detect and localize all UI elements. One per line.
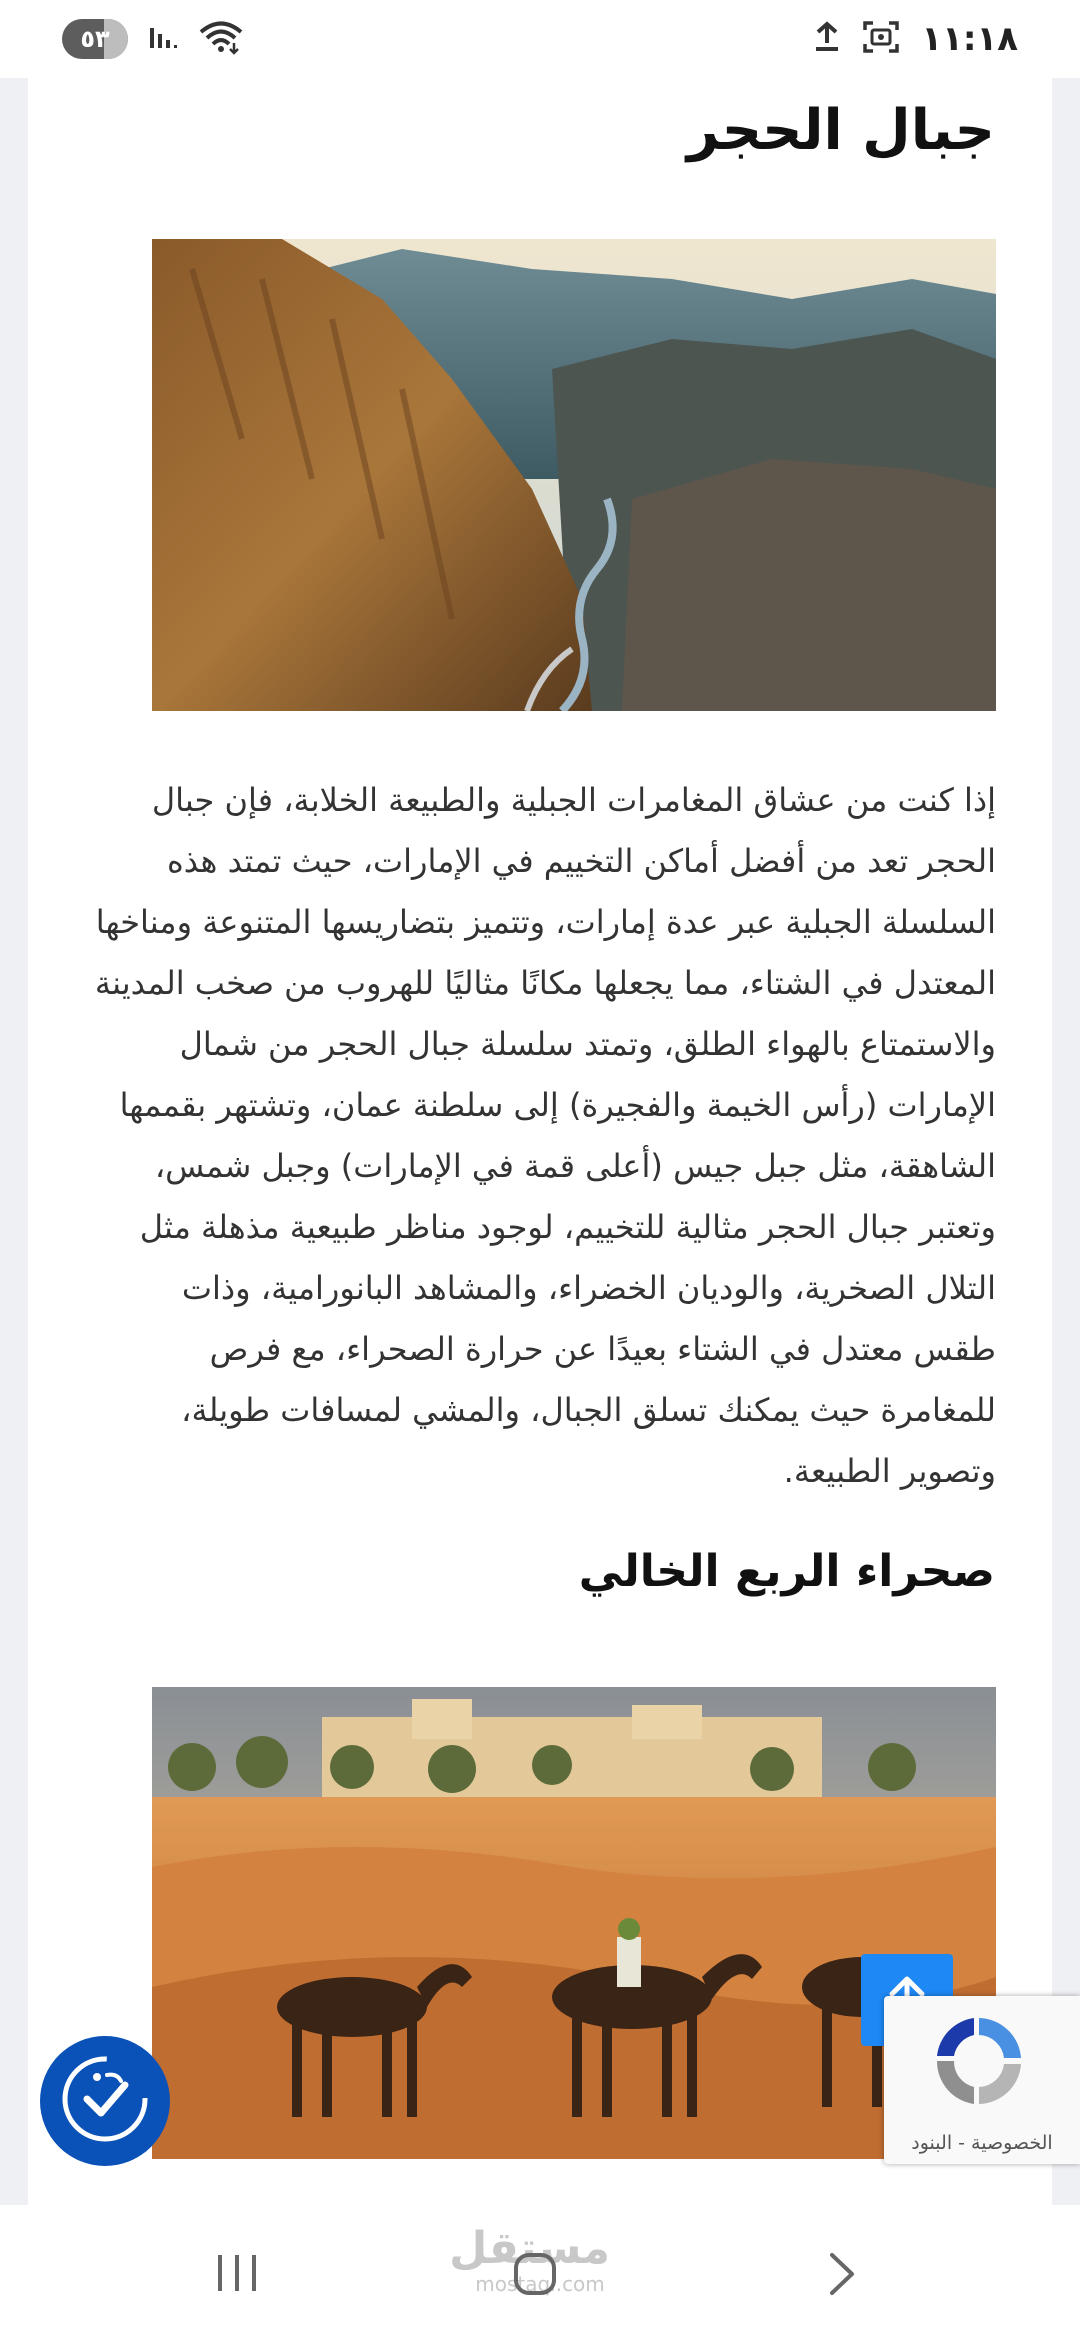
accessibility-button[interactable] xyxy=(40,2036,170,2166)
status-bar xyxy=(0,0,1080,78)
wifi-icon xyxy=(198,19,244,59)
back-chevron-icon[interactable] xyxy=(826,2251,858,2301)
watermark-arabic: مستقل xyxy=(449,2223,610,2274)
accessibility-icon xyxy=(61,2055,149,2147)
recaptcha-badge[interactable] xyxy=(884,1996,1080,2164)
status-bar-left xyxy=(62,19,244,59)
screenshot-icon xyxy=(863,20,899,58)
upload-icon xyxy=(813,21,841,57)
hajar-mountains-photo xyxy=(152,239,996,711)
watermark-english: mostaql.com xyxy=(475,2272,605,2296)
recent-apps-icon[interactable] xyxy=(214,2253,260,2297)
status-clock: ١١:١٨ xyxy=(921,19,1018,59)
section-title-empty-quarter: صحراء الربع الخالي xyxy=(578,1546,995,1597)
system-nav-bar xyxy=(0,2205,1080,2340)
empty-quarter-photo xyxy=(152,1687,996,2159)
section-title-hajar: جبال الحجر xyxy=(686,98,995,163)
article-card xyxy=(28,78,1052,2205)
home-icon[interactable] xyxy=(512,2251,558,2301)
status-bar-right xyxy=(813,19,1018,59)
signal-icon xyxy=(148,22,178,56)
recaptcha-privacy-terms[interactable]: الخصوصية - البنود xyxy=(911,2132,1053,2154)
section-body-hajar: إذا كنت من عشاق المغامرات الجبلية والطبيعة الخلابة، فإن جبال الحجر تعد من أفضل أماكن التخييم في الإمارات، حيث تمتد هذه السلسلة الجبلية عبر عدة إمارات، وتتميز بتضاريسها المتنوعة ومناخها المعتدل في الشتاء، مما يجعلها مكانًا مثاليًا للهروب من صخب المدينة والاستمتاع بالهواء الطلق، وتمتد سلسلة جبال الحجر من شمال الإمارات (رأس الخيمة والفجيرة) إلى سلطنة عمان، وتشتهر بقممها الشاهقة، مثل جبل جيس (أعلى قمة في الإمارات) وجبل شمس، وتعتبر جبال الحجر مثالية للتخييم، لوجود مناظر طبيعية مذهلة مثل التلال الصخرية، والوديان الخضراء، والمشاهد البانورامية، وذات طقس معتدل في الشتاء بعيدًا عن حرارة الصحراء، مع فرص للمغامرة حيث يمكنك تسلق الجبال، والمشي لمسافات طويلة، وتصوير الطبيعة. xyxy=(94,781,996,1490)
battery-level: ٥٣ xyxy=(80,25,110,53)
battery-indicator xyxy=(62,19,128,59)
